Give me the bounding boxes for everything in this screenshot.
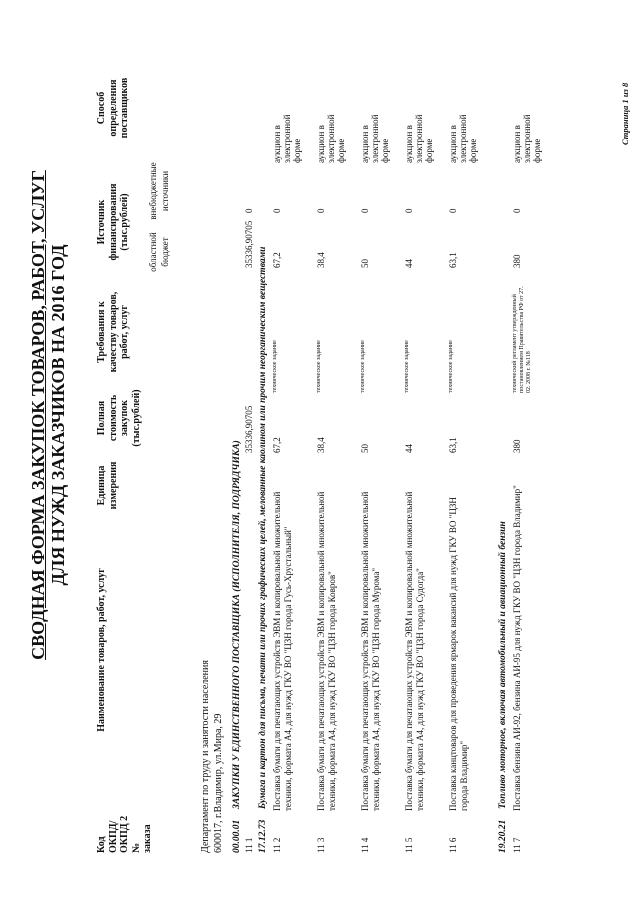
row-cost: 63,1 — [448, 437, 458, 453]
row-regional: 38,4 — [316, 252, 326, 268]
row-extrabudget: 0 — [448, 208, 458, 213]
row-method: аукцион в электронной форме — [360, 114, 390, 163]
row-name: Поставка бумаги для печатающих устройств ЭВМ и копировальной множительной техники, формата А4, для нужд ГКУ ВО "ЦЗН города Судогда" — [404, 491, 425, 811]
group-heading — [258, 247, 269, 853]
row-regional: 50 — [360, 259, 370, 268]
row-name: Поставка бумаги для печатающих устройств ЭВМ и копировальной множительной техники, формата А4, для нужд ГКУ ВО "ЦЗН города Мурома" — [360, 491, 381, 811]
header-name: Наименование товаров, работ, услуг — [96, 568, 107, 732]
row-order: 11 6 — [448, 837, 458, 853]
group-title: Топливо моторное, включая автомобильный и авиационный бензин — [498, 521, 508, 809]
group-code: 17.12.73 — [258, 819, 268, 853]
row-method: аукцион в электронной форме — [272, 114, 302, 163]
row-order: 11 7 — [512, 837, 522, 853]
row-method: аукцион в электронной форме — [404, 114, 434, 163]
row-extrabudget: 0 — [404, 208, 414, 213]
row-regional: 44 — [404, 259, 414, 268]
section-total-ext: 0 — [244, 208, 254, 213]
row-extrabudget: 0 — [272, 208, 282, 213]
section-heading — [232, 440, 243, 853]
row-regional: 63,1 — [448, 252, 458, 268]
section-code: 00.00.01 — [232, 819, 242, 853]
row-requirements: техническое задание — [448, 340, 454, 393]
row-cost: 67,2 — [272, 437, 282, 453]
row-order: 11 3 — [316, 837, 326, 853]
row-name: Поставка бензина АИ-92, бензина АИ-95 для нужд ГКУ ВО "ЦЗН города Владимир" — [512, 485, 522, 811]
title-line-1: СВОДНАЯ ФОРМА ЗАКУПОК ТОВАРОВ, РАБОТ, УСЛУГ — [28, 170, 48, 660]
header-regional: областной бюджет — [148, 232, 170, 272]
title-line-2: ДЛЯ НУЖД ЗАКАЗЧИКОВ НА 2016 ГОД — [48, 244, 68, 586]
row-cost: 44 — [404, 444, 414, 453]
header-requirements: Требования к качеству товаров, работ, услуг — [96, 291, 130, 373]
row-regional: 67,2 — [272, 252, 282, 268]
group-code: 19.20.21 — [498, 819, 508, 853]
row-requirements: техническое задание — [360, 340, 366, 393]
document-title — [28, 155, 68, 675]
org-name: Департамент по труду и занятости населения — [200, 660, 211, 853]
row-name: Поставка бумаги для печатающих устройств ЭВМ и копировальной множительной техники, формата А4, для нужд ГКУ ВО "ЦЗН города Гусь-Хрустальный" — [272, 491, 293, 811]
page-footer: Страница 1 из 8 — [620, 82, 630, 145]
org-address: 600017, г.Владимир, ул.Мира, 29 — [213, 713, 224, 853]
row-extrabudget: 0 — [316, 208, 326, 213]
section-total-regional: 35336,90705 — [244, 220, 254, 268]
row-method: аукцион в электронной форме — [512, 114, 542, 163]
row-cost: 380 — [512, 439, 522, 453]
row-order: 11 4 — [360, 837, 370, 853]
header-extrabudget: внебюджетные источники — [148, 162, 170, 220]
header-source: Источник финансирования (тыс.рублей) — [96, 183, 130, 261]
row-requirements: техническое задание — [272, 340, 278, 393]
row-name: Поставка бумаги для печатающих устройств ЭВМ и копировальной множительной техники, формата А4, для нужд ГКУ ВО "ЦЗН города Ковров" — [316, 491, 337, 811]
row-name: Поставка канцтоваров для проведения ярмарок вакансий для нужд ГКУ ВО "ЦЗН города Владимир" — [448, 497, 469, 811]
section-total-cost: 35336,90705 — [244, 405, 254, 453]
section-order: 11 1 — [244, 837, 254, 853]
row-regional: 380 — [512, 254, 522, 268]
group-heading — [498, 521, 509, 853]
group-title: Бумага и картон для письма, печати или прочих графических целей, мелованные каолином или прочим неорганическим веществами — [258, 246, 268, 809]
section-title: ЗАКУПКИ У ЕДИНСТВЕННОГО ПОСТАВЩИКА (ИСПОЛНИТЕЛЯ, ПОДРЯДЧИКА) — [232, 440, 242, 809]
row-cost: 50 — [360, 444, 370, 453]
row-extrabudget: 0 — [360, 208, 370, 213]
header-unit: Единица измерения — [96, 461, 119, 510]
header-code: Код ОКПД/ ОКПД 2 № заказа — [96, 815, 153, 853]
row-requirements: технический регламент утвержденный постановлением Правительства РФ от 27. 02. 2008 г. №118 — [512, 286, 532, 393]
row-requirements: техническое задание — [404, 340, 410, 393]
row-cost: 38,4 — [316, 437, 326, 453]
row-method: аукцион в электронной форме — [316, 114, 346, 163]
row-order: 11 2 — [272, 837, 282, 853]
row-requirements: техническое задание — [316, 340, 322, 393]
row-extrabudget: 0 — [512, 208, 522, 213]
row-method: аукцион в электронной форме — [448, 114, 478, 163]
header-method: Способ определения поставщиков — [96, 77, 130, 139]
row-order: 11 5 — [404, 837, 414, 853]
header-cost: Полная стоимость закупок (тыс.рублей) — [96, 389, 142, 447]
